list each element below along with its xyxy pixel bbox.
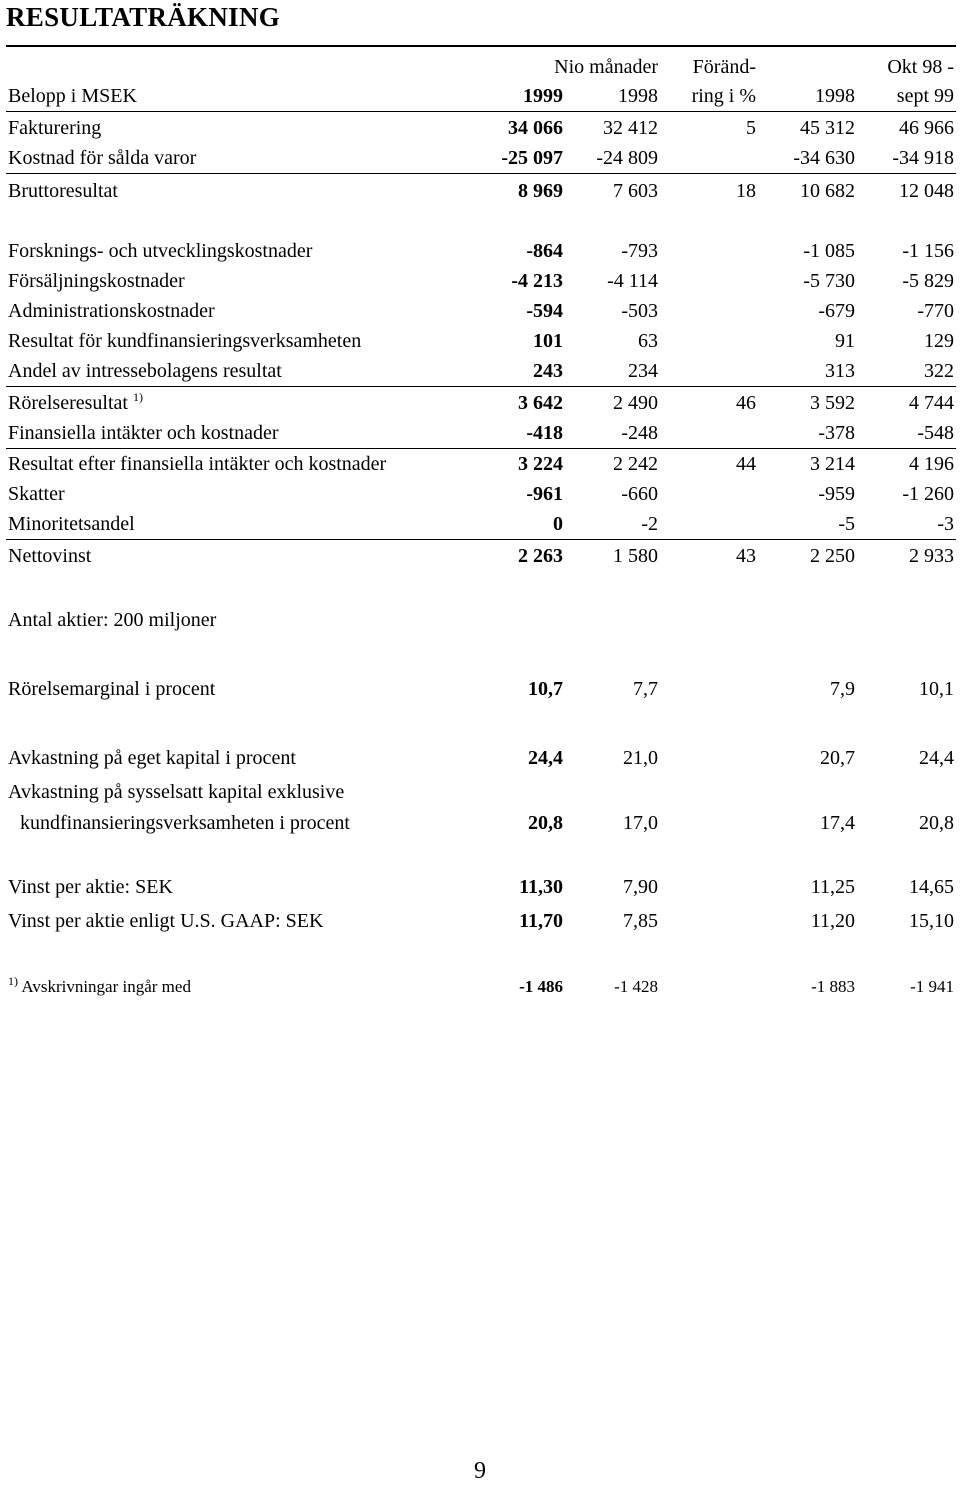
cell: 2 263 (518, 545, 563, 567)
table-row (0, 541, 960, 571)
row-label: Andel av intressebolagens resultat (8, 360, 282, 382)
table-row (0, 236, 960, 266)
table-row (0, 388, 960, 418)
footnote-text: Avskrivningar ingår med (21, 977, 191, 996)
header-col-full-1998: 1998 (815, 85, 855, 107)
ratio-row (0, 808, 960, 838)
row-label: Skatter (8, 483, 65, 505)
row-label: Försäljningskostnader (8, 270, 185, 292)
cell: -4 213 (511, 270, 563, 292)
cell: -594 (526, 300, 563, 322)
footnote-marker: 1) (8, 974, 18, 988)
cell: 3 592 (810, 392, 855, 414)
cell: -770 (917, 300, 954, 322)
cell: 11,25 (810, 876, 855, 898)
cell: -548 (917, 422, 954, 444)
cell: 10 682 (800, 180, 855, 202)
row-label: kundfinansieringsverksamheten i procent (20, 812, 350, 834)
ratio-row (0, 777, 960, 807)
cell: 12 048 (899, 180, 954, 202)
cell: -1 883 (811, 977, 855, 996)
cell: -248 (621, 422, 658, 444)
cell: -5 730 (803, 270, 855, 292)
cell: -34 630 (793, 147, 855, 169)
cell: 2 933 (909, 545, 954, 567)
table-row (0, 296, 960, 326)
cell: 11,20 (810, 910, 855, 932)
cell: 7 603 (613, 180, 658, 202)
cell: 46 966 (899, 117, 954, 139)
table-row (0, 113, 960, 143)
header-row-1 (0, 52, 960, 82)
page-title: RESULTATRÄKNING (6, 2, 281, 32)
row-label: Minoritetsandel (8, 513, 135, 535)
header-change-line2: ring i % (691, 85, 756, 107)
cell: 2 250 (810, 545, 855, 567)
cell: 17,0 (623, 812, 658, 834)
cell: 322 (924, 360, 954, 382)
table-row (0, 143, 960, 173)
cell: -679 (818, 300, 855, 322)
cell: -5 829 (902, 270, 954, 292)
cell: 32 412 (603, 117, 658, 139)
cell: -793 (621, 240, 658, 262)
cell: -660 (621, 483, 658, 505)
header-amount-label: Belopp i MSEK (8, 85, 137, 107)
cell: 11,30 (519, 876, 563, 898)
row-label: Avkastning på sysselsatt kapital exklusive (8, 781, 345, 803)
cell: -4 114 (607, 270, 658, 292)
cell: 11,70 (519, 910, 563, 932)
header-change-line1: Föränd- (692, 56, 756, 78)
cell: 21,0 (623, 747, 658, 769)
row-label: Resultat efter finansiella intäkter och kostnader (8, 453, 387, 475)
table-row (0, 356, 960, 386)
ratio-row (0, 743, 960, 773)
cell: 8 969 (518, 180, 563, 202)
header-row-2 (0, 81, 960, 111)
table-row (0, 449, 960, 479)
header-rolling-line1: Okt 98 - (887, 56, 954, 78)
row-label (8, 388, 143, 418)
cell: -25 097 (501, 147, 563, 169)
cell: 5 (746, 117, 756, 139)
header-col-1998: 1998 (618, 85, 658, 107)
table-row (0, 509, 960, 539)
cell: 7,9 (830, 678, 855, 700)
cell: -378 (818, 422, 855, 444)
row-label: Vinst per aktie: SEK (8, 876, 173, 898)
cell: -3 (937, 513, 954, 535)
footnote-row (0, 972, 960, 1002)
cell: -864 (526, 240, 563, 262)
page-number: 9 (474, 1458, 486, 1484)
table-row (0, 326, 960, 356)
title-rule (6, 45, 956, 47)
row-label: Administrationskostnader (8, 300, 215, 322)
cell: -959 (818, 483, 855, 505)
cell: -1 156 (902, 240, 954, 262)
cell: 234 (628, 360, 658, 382)
cell: -961 (526, 483, 563, 505)
row-label: Forsknings- och utvecklingskostnader (8, 240, 313, 262)
row-label: Nettovinst (8, 545, 92, 567)
table-row (0, 176, 960, 206)
shares-note (0, 605, 960, 635)
row-label: Resultat för kundfinansieringsverksamheten (8, 330, 362, 352)
cell: 44 (736, 453, 756, 475)
cell: 243 (533, 360, 563, 382)
cell: -503 (621, 300, 658, 322)
cell: -418 (526, 422, 563, 444)
cell: 7,85 (623, 910, 658, 932)
row-label: Avkastning på eget kapital i procent (8, 747, 296, 769)
cell: -24 809 (596, 147, 658, 169)
row-label: Bruttoresultat (8, 180, 118, 202)
subtotal-rule (6, 173, 956, 174)
cell: 2 490 (613, 392, 658, 414)
cell: 2 242 (613, 453, 658, 475)
cell: 7,90 (623, 876, 658, 898)
total-rule (6, 539, 956, 540)
cell: -1 260 (902, 483, 954, 505)
cell: 7,7 (633, 678, 658, 700)
header-col-1999: 1999 (523, 85, 563, 107)
header-group-nine-months: Nio månader (554, 56, 658, 78)
table-row (0, 418, 960, 448)
cell: -34 918 (892, 147, 954, 169)
cell: -2 (641, 513, 658, 535)
cell: 63 (638, 330, 658, 352)
header-rule (6, 111, 956, 112)
footnote-marker: 1) (132, 390, 143, 404)
cell: -1 941 (910, 977, 954, 996)
cell: 24,4 (919, 747, 954, 769)
cell: -5 (838, 513, 855, 535)
cell: 3 642 (518, 392, 563, 414)
cell: 101 (533, 330, 563, 352)
cell: -1 428 (614, 977, 658, 996)
cell: 10,7 (528, 678, 563, 700)
header-rolling-line2: sept 99 (896, 85, 954, 107)
cell: 91 (835, 330, 855, 352)
cell: 20,8 (528, 812, 563, 834)
cell: 34 066 (508, 117, 563, 139)
cell: 20,7 (820, 747, 855, 769)
cell: 3 224 (518, 453, 563, 475)
ratio-row (0, 872, 960, 902)
cell: 46 (736, 392, 756, 414)
cell: -1 085 (803, 240, 855, 262)
shares-text: Antal aktier: 200 miljoner (8, 609, 217, 631)
cell: -1 486 (519, 977, 563, 996)
row-label: Fakturering (8, 117, 102, 139)
cell: 4 744 (909, 392, 954, 414)
subtotal-rule (6, 386, 956, 387)
cell: 45 312 (800, 117, 855, 139)
cell: 0 (553, 513, 563, 535)
row-label-text: Rörelseresultat (8, 392, 128, 414)
cell: 1 580 (613, 545, 658, 567)
cell: 15,10 (909, 910, 954, 932)
row-label: Rörelsemarginal i procent (8, 678, 216, 700)
row-label: Vinst per aktie enligt U.S. GAAP: SEK (8, 910, 324, 932)
cell: 4 196 (909, 453, 954, 475)
cell: 18 (736, 180, 756, 202)
cell: 10,1 (919, 678, 954, 700)
cell: 129 (924, 330, 954, 352)
cell: 17,4 (820, 812, 855, 834)
ratio-row (0, 674, 960, 704)
ratio-row (0, 906, 960, 936)
row-label: Finansiella intäkter och kostnader (8, 422, 279, 444)
cell: 43 (736, 545, 756, 567)
table-row (0, 479, 960, 509)
cell: 3 214 (810, 453, 855, 475)
cell: 20,8 (919, 812, 954, 834)
cell: 14,65 (909, 876, 954, 898)
footnote-label (8, 972, 191, 1002)
table-row (0, 266, 960, 296)
cell: 24,4 (528, 747, 563, 769)
cell: 313 (825, 360, 855, 382)
row-label: Kostnad för sålda varor (8, 147, 197, 169)
